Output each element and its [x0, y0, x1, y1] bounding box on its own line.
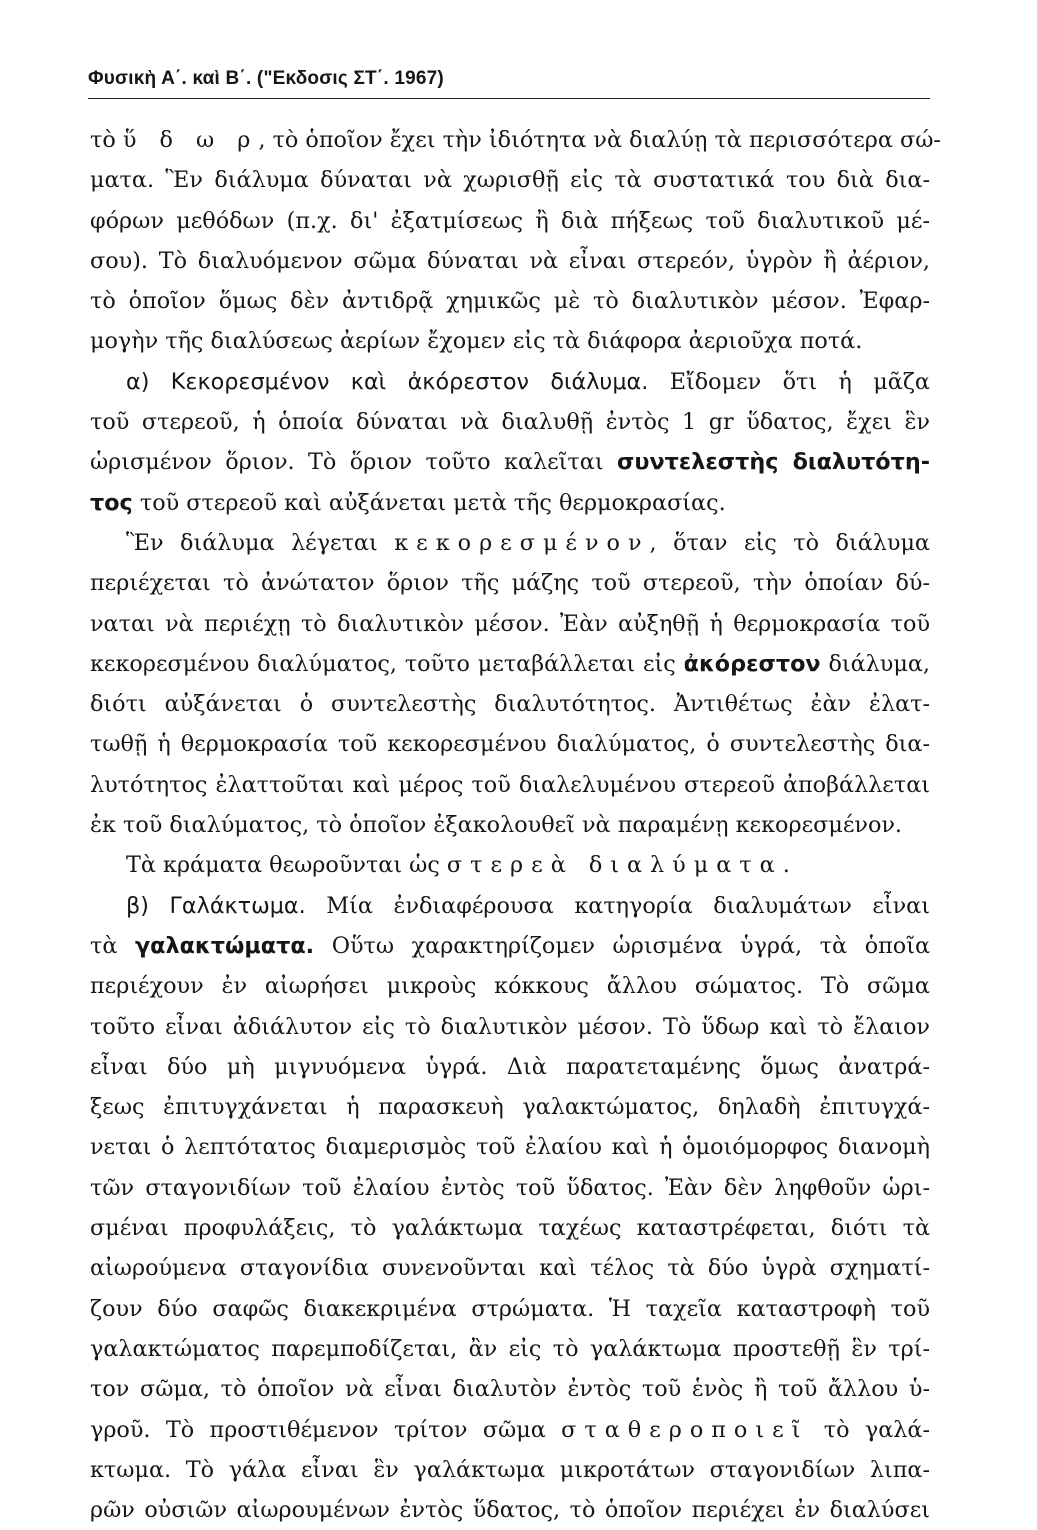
text-line: [90, 201, 930, 241]
text-segment: , ὅταν εἰς τὸ διάλυμα: [649, 529, 930, 556]
text-line: [90, 1490, 930, 1530]
text-line: [90, 926, 930, 966]
text-segment: Ἓν διάλυμα λέγεται: [126, 529, 395, 556]
text-segment: .: [782, 852, 790, 879]
text-segment: περιέχουν ἐν αἰωρήσει μικροὺς κόκκους ἄλλου σώματος. Τὸ σῶμα: [90, 973, 930, 1000]
text-segment: ἐκ τοῦ διαλύματος, τὸ ὁποῖον ἐξακολουθεῖ νὰ παραμένῃ κεκορεσμένον.: [90, 812, 903, 839]
text-line: [90, 644, 930, 684]
text-segment: τῶν σταγονιδίων τοῦ ἐλαίου ἐντὸς τοῦ ὕδατος. Ἐὰν δὲν ληφθοῦν ὡρι-: [90, 1174, 930, 1201]
text-line: [90, 604, 930, 644]
text-segment: τοῦ στερεοῦ καὶ αὐξάνεται μετὰ τῆς θερμοκρασίας.: [132, 489, 726, 516]
bold-term: τος: [90, 489, 133, 516]
text-segment: Οὕτω χαρακτηρίζομεν ὡρισμένα ὑγρά, τὰ ὁποῖα: [314, 932, 930, 959]
subsection-title: α) Κεκορεσμένον καὶ ἀκόρεστον διάλυμα.: [126, 368, 649, 395]
text-line: [90, 1087, 930, 1127]
text-line: [90, 765, 930, 805]
text-segment: τὸ ὁποῖον ὅμως δὲν ἀντιδρᾷ χημικῶς μὲ τὸ διαλυτικὸν μέσον. Ἐφαρ-: [90, 288, 930, 315]
text-line: [90, 241, 930, 281]
text-line: [90, 402, 930, 442]
section-heading-line: [90, 886, 930, 926]
text-segment: Εἴδομεν ὅτι ἡ μᾶζα: [648, 368, 930, 395]
text-line: [90, 160, 930, 200]
header-rule: [88, 98, 930, 99]
text-line: [90, 845, 930, 885]
text-segment: κτωμα. Τὸ γάλα εἶναι ἓν γαλάκτωμα μικροτάτων σταγονιδίων λιπα-: [90, 1456, 930, 1483]
text-line: [90, 1248, 930, 1288]
bold-term: γαλακτώματα.: [134, 932, 315, 959]
text-line: [90, 1208, 930, 1248]
spaced-term: κεκορεσμένον: [394, 529, 650, 556]
text-line: [90, 724, 930, 764]
text-segment: κεκορεσμένου διαλύματος, τοῦτο μεταβάλλεται εἰς: [90, 650, 684, 677]
text-line: [90, 1329, 930, 1369]
text-segment: Μία ἐνδιαφέρουσα κατηγορία διαλυμάτων εἶναι: [305, 892, 930, 919]
text-segment: ρῶν οὐσιῶν αἰωρουμένων ἐντὸς ὕδατος, τὸ ὁποῖον περιέχει ἐν διαλύσει: [90, 1497, 930, 1524]
text-segment: ξεως ἐπιτυγχάνεται ἡ παρασκευὴ γαλακτώματος, δηλαδὴ ἐπιτυγχά-: [90, 1094, 930, 1121]
text-line: [90, 1127, 930, 1167]
section-heading-line: [90, 362, 930, 402]
text-segment: λυτότητος ἐλαττοῦται καὶ μέρος τοῦ διαλελυμένου στερεοῦ ἀποβάλλεται: [90, 771, 930, 798]
text-segment: γαλακτώματος παρεμποδίζεται, ἂν εἰς τὸ γαλάκτωμα προστεθῇ ἓν τρί-: [90, 1335, 930, 1362]
text-line: [90, 483, 930, 523]
text-line: [90, 1168, 930, 1208]
text-line: [90, 805, 930, 845]
text-line: [90, 1047, 930, 1087]
running-head: Φυσικὴ Α΄. καὶ Β΄. ("Εκδοσις ΣΤ΄. 1967): [88, 68, 444, 89]
text-line: [90, 1289, 930, 1329]
text-line: [90, 281, 930, 321]
text-line: [90, 442, 930, 482]
text-segment: ζουν δύο σαφῶς διακεκριμένα στρώματα. Ἡ ταχεῖα καταστροφὴ τοῦ: [90, 1295, 930, 1322]
text-segment: ματα. Ἓν διάλυμα δύναται νὰ χωρισθῇ εἰς τὰ συστατικά του διὰ δια-: [90, 167, 930, 194]
text-line: [90, 523, 930, 563]
text-line: [90, 1369, 930, 1409]
text-segment: τὸ γαλά-: [808, 1416, 931, 1443]
spaced-term: σταθεροποιεῖ: [561, 1416, 809, 1443]
text-segment: σου). Τὸ διαλυόμενον σῶμα δύναται νὰ εἶναι στερεόν, ὑγρὸν ἢ ἀέριον,: [90, 247, 930, 274]
text-line: [90, 1007, 930, 1047]
text-segment: τὸ: [90, 127, 123, 153]
text-segment: γροῦ. Τὸ προστιθέμενον τρίτον σῶμα: [90, 1416, 562, 1443]
text-segment: εἶναι δύο μὴ μιγνυόμενα ὑγρά. Διὰ παρατεταμένης ὅμως ἀνατρά-: [90, 1053, 930, 1080]
page-body: [90, 120, 941, 1530]
text-segment: νεται ὁ λεπτότατος διαμερισμὸς τοῦ ἐλαίου καὶ ἡ ὁμοιόμορφος διανομὴ: [90, 1134, 930, 1161]
spaced-term: στερεὰ διαλύματα: [446, 852, 783, 879]
page-header: [88, 64, 930, 104]
bold-term: ἀκόρεστον: [683, 650, 821, 677]
text-segment: τωθῇ ἡ θερμοκρασία τοῦ κεκορεσμένου διαλύματος, ὁ συντελεστὴς δια-: [90, 731, 930, 758]
text-line: [90, 1410, 930, 1450]
text-segment: διάλυμα,: [820, 650, 930, 677]
text-line: [90, 563, 930, 603]
subsection-title: β) Γαλάκτωμα.: [126, 892, 306, 919]
text-segment: ὡρισμένον ὅριον. Τὸ ὅριον τοῦτο καλεῖται: [90, 449, 618, 476]
text-line: [90, 321, 930, 361]
text-segment: περιέχεται τὸ ἀνώτατον ὅριον τῆς μάζης τοῦ στερεοῦ, τὴν ὁποίαν δύ-: [90, 570, 930, 597]
bold-term: συντελεστὴς διαλυτότη-: [617, 449, 930, 476]
text-segment: τον σῶμα, τὸ ὁποῖον νὰ εἶναι διαλυτὸν ἐντὸς τοῦ ἑνὸς ἢ τοῦ ἄλλου ὑ-: [90, 1376, 930, 1403]
text-segment: τοῦ στερεοῦ, ἡ ὁποία δύναται νὰ διαλυθῇ ἐντὸς 1 gr ὕδατος, ἔχει ἓν: [90, 409, 930, 436]
text-segment: , τὸ ὁποῖον ἔχει τὴν ἰδιότητα νὰ διαλύῃ τὰ περισσότερα σώ-: [258, 127, 941, 153]
text-segment: Τὰ κράματα θεωροῦνται ὡς: [126, 852, 447, 879]
text-segment: μογὴν τῆς διαλύσεως ἀερίων ἔχομεν εἰς τὰ διάφορα ἀεριοῦχα ποτά.: [90, 328, 863, 355]
text-segment: αἰωρούμενα σταγονίδια συνενοῦνται καὶ τέλος τὰ δύο ὑγρὰ σχηματί-: [90, 1255, 930, 1282]
text-segment: διότι αὐξάνεται ὁ συντελεστὴς διαλυτότητος. Ἀντιθέτως ἐὰν ἐλατ-: [90, 691, 930, 718]
text-line: [90, 1450, 930, 1490]
text-segment: τὰ: [90, 932, 135, 959]
text-segment: σμέναι προφυλάξεις, τὸ γαλάκτωμα ταχέως καταστρέφεται, διότι τὰ: [90, 1215, 930, 1242]
text-segment: ναται νὰ περιέχῃ τὸ διαλυτικὸν μέσον. Ἐὰν αὐξηθῇ ἡ θερμοκρασία τοῦ: [90, 610, 930, 637]
text-line: [90, 120, 941, 160]
spaced-term: ὕ δ ω ρ: [122, 127, 259, 153]
text-line: [90, 684, 930, 724]
text-segment: τοῦτο εἶναι ἀδιάλυτον εἰς τὸ διαλυτικὸν μέσον. Τὸ ὕδωρ καὶ τὸ ἔλαιον: [90, 1013, 930, 1040]
text-segment: φόρων μεθόδων (π.χ. δι' ἐξατμίσεως ἢ διὰ πήξεως τοῦ διαλυτικοῦ μέ-: [90, 207, 930, 234]
text-line: [90, 966, 930, 1006]
